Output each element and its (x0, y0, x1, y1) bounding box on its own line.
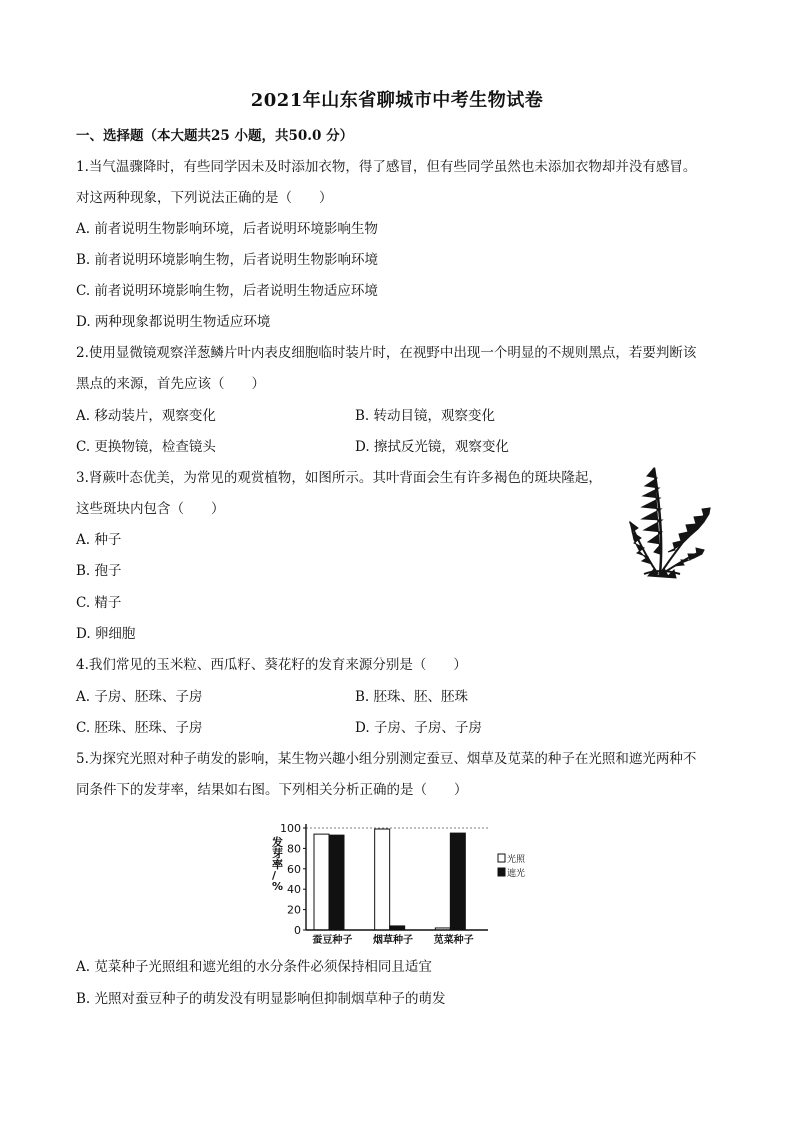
q3-option-a[interactable]: A. 种子 (76, 532, 122, 548)
q1-option-b[interactable]: B. 前者说明环境影响生物，后者说明生物影响环境 (76, 252, 379, 268)
chart-bar-light (314, 834, 329, 930)
chart-legend-label: 光照 (507, 855, 526, 865)
q5-stem-line1: 5.为探究光照对种子萌发的影响，某生物兴趣小组分别测定蚕豆、烟草及苋菜的种子在光照和遮光两种不 (76, 751, 697, 767)
chart-y-tick-label: 60 (287, 862, 301, 876)
chart-legend-swatch (498, 868, 505, 876)
q4-option-a[interactable]: A. 子房、胚珠、子房 (76, 689, 203, 705)
chart-bar-dark (450, 833, 465, 930)
q3-option-b[interactable]: B. 孢子 (76, 563, 122, 579)
chart-y-tick-label: 20 (287, 903, 301, 917)
q1-option-d[interactable]: D. 两种现象都说明生物适应环境 (76, 314, 271, 330)
chart-y-axis-title: 发芽率/ % (272, 836, 284, 893)
chart-bar-dark (329, 835, 344, 930)
q5-option-b[interactable]: B. 光照对蚕豆种子的萌发没有明显影响但抑制烟草种子的萌发 (76, 991, 446, 1007)
q2-stem-line1: 2.使用显微镜观察洋葱鳞片叶内表皮细胞临时装片时，在视野中出现一个明显的不规则黑点，若要判断该 (76, 345, 697, 361)
q3-option-c[interactable]: C. 精子 (76, 595, 122, 611)
chart-legend-swatch (498, 854, 505, 862)
chart-y-tick-label: 0 (294, 924, 301, 937)
q2-option-a[interactable]: A. 移动装片，观察变化 (76, 408, 216, 424)
q1-option-c[interactable]: C. 前者说明环境影响生物，后者说明生物适应环境 (76, 283, 378, 299)
chart-y-tick-label: 100 (280, 822, 301, 835)
page-title: 2021年山东省聊城市中考生物试卷 (250, 90, 544, 111)
q3-stem-line2: 这些斑块内包含（ ） (76, 501, 225, 517)
q5-stem-line2: 同条件下的发芽率，结果如右图。下列相关分析正确的是（ ） (76, 782, 468, 798)
q1-stem-line1: 1.当气温骤降时，有些同学因未及时添加衣物，得了感冒，但有些同学虽然也未添加衣物却并没有感冒。 (76, 159, 697, 175)
q1-option-a[interactable]: A. 前者说明生物影响环境，后者说明环境影响生物 (76, 221, 378, 237)
q2-option-d[interactable]: D. 擦拭反光镜，观察变化 (355, 439, 509, 455)
chart-legend-label: 遮光 (507, 869, 526, 879)
q4-option-b[interactable]: B. 胚珠、胚、胚珠 (355, 689, 469, 705)
q4-stem: 4.我们常见的玉米粒、西瓜籽、葵花籽的发育来源分别是（ ） (76, 657, 467, 673)
chart-x-tick-label: 蚕豆种子 (312, 935, 353, 946)
germination-bar-chart (262, 812, 532, 950)
chart-x-tick-label: 苋菜种子 (433, 935, 474, 946)
section-heading: 一、选择题（本大题共25 小题，共50.0 分） (76, 128, 354, 144)
chart-bar-light (375, 829, 390, 930)
q3-option-d[interactable]: D. 卵细胞 (76, 626, 136, 642)
q3-stem-line1: 3.肾蕨叶态优美，为常见的观赏植物，如图所示。其叶背面会生有许多褐色的斑块隆起， (76, 470, 602, 486)
fern-plant-image (624, 462, 716, 582)
q2-stem-line2: 黑点的来源，首先应该（ ） (76, 376, 265, 392)
q2-option-b[interactable]: B. 转动目镜，观察变化 (355, 408, 496, 424)
chart-y-tick-label: 80 (287, 842, 301, 856)
q2-option-c[interactable]: C. 更换物镜，检查镜头 (76, 439, 216, 455)
q1-stem-line2: 对这两种现象，下列说法正确的是（ ） (76, 190, 333, 206)
chart-x-tick-label: 烟草种子 (373, 935, 413, 946)
q4-option-d[interactable]: D. 子房、子房、子房 (355, 720, 482, 736)
q5-option-a[interactable]: A. 苋菜种子光照组和遮光组的水分条件必须保持相同且适宜 (76, 959, 432, 975)
chart-y-tick-label: 40 (287, 883, 301, 897)
q4-option-c[interactable]: C. 胚珠、胚珠、子房 (76, 720, 203, 736)
